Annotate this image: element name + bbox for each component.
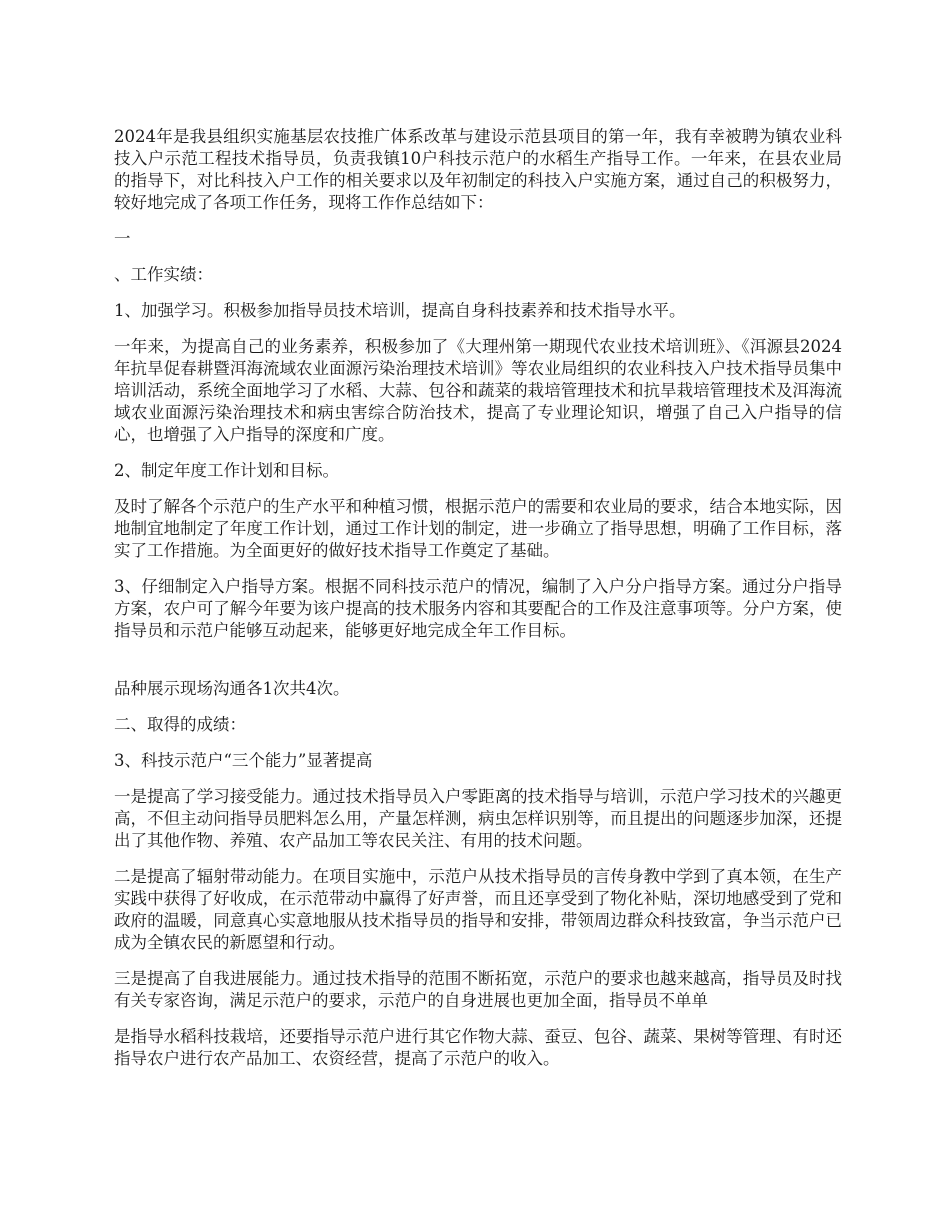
section-number: 一 xyxy=(114,229,131,248)
item-heading-three-abilities: 3、科技示范户“三个能力”显著提高 xyxy=(114,751,373,770)
paragraph-training: 一年来，为提高自己的业务素养，积极参加了《大理州第一期现代农业技术培训班》、《洱源县2024年抗旱促春耕暨洱海流域农业面源污染治理技术培训》等农业局组织的农业科技入户技术指导员集中培训活动，系统全面地学习了水稻、大蒜、包谷和蔬菜的栽培管理技术和抗旱栽培管理技术及洱海流域农业面源污染治理技术和病虫害综合防治技术，提高了专业理论知识，增强了自己入户指导的信心，也增强了入户指导的深度和广度。 xyxy=(114,337,842,444)
paragraph-learning-ability: 一是提高了学习接受能力。通过技术指导员入户零距离的技术指导与培训，示范户学习技术的兴趣更高，不但主动问指导员肥料怎么用，产量怎样测，病虫怎样识别等，而且提出的问题逐步加深，还提出了其他作物、养殖、农产品加工等农民关注、有用的技术问题。 xyxy=(114,787,842,850)
item-heading-plan: 2、制定年度工作计划和目标。 xyxy=(114,461,339,480)
item-heading-study: 1、加强学习。积极参加指导员技术培训，提高自身科技素养和技术指导水平。 xyxy=(114,301,686,320)
section-heading-work-results: 、工作实绩： xyxy=(114,265,213,284)
section-heading-achievements: 二、取得的成绩： xyxy=(114,715,246,734)
document-body xyxy=(114,126,842,1084)
intro-paragraph: 2024年是我县组织实施基层农技推广体系改革与建设示范县项目的第一年，我有幸被聘为镇农业科技入户示范工程技术指导员，负责我镇10户科技示范户的水稻生产指导工作。一年来，在县农业局的指导下，对比科技入户工作的相关要求以及年初制定的科技入户实施方案，通过自己的积极努力，较好地完成了各项工作任务，现将工作作总结如下： xyxy=(114,127,842,212)
paragraph-plan: 及时了解各个示范户的生产水平和种植习惯，根据示范户的需要和农业局的要求，结合本地实际，因地制宜地制定了年度工作计划，通过工作计划的制定，进一步确立了指导思想，明确了工作目标，落实了工作措施。为全面更好的做好技术指导工作奠定了基础。 xyxy=(114,497,842,560)
paragraph-guidance-scheme: 3、仔细制定入户指导方案。根据不同科技示范户的情况，编制了入户分户指导方案。通过分户指导方案，农户可了解今年要为该户提高的技术服务内容和其要配合的工作及注意事项等。分户方案，使指导员和示范户能够互动起来，能够更好地完成全年工作目标。 xyxy=(114,577,842,640)
paragraph-self-development: 三是提高了自我进展能力。通过技术指导的范围不断拓宽，示范户的要求也越来越高，指导员及时找有关专家咨询，满足示范户的要求，示范户的自身进展也更加全面，指导员不单单 xyxy=(114,969,842,1010)
paragraph-site-exchange: 品种展示现场沟通各1次共4次。 xyxy=(114,679,350,698)
paragraph-extended-guidance: 是指导水稻科技栽培，还要指导示范户进行其它作物大蒜、蚕豆、包谷、蔬菜、果树等管理、有时还指导农户进行农产品加工、农资经营，提高了示范户的收入。 xyxy=(114,1027,842,1068)
paragraph-leading-ability: 二是提高了辐射带动能力。在项目实施中，示范户从技术指导员的言传身教中学到了真本领，在生产实践中获得了好收成，在示范带动中赢得了好声誉，而且还享受到了物化补贴，深切地感受到了党和政府的温暖，同意真心实意地服从技术指导员的指导和安排，带领周边群众科技致富，争当示范户已成为全镇农民的新愿望和行动。 xyxy=(114,867,842,952)
